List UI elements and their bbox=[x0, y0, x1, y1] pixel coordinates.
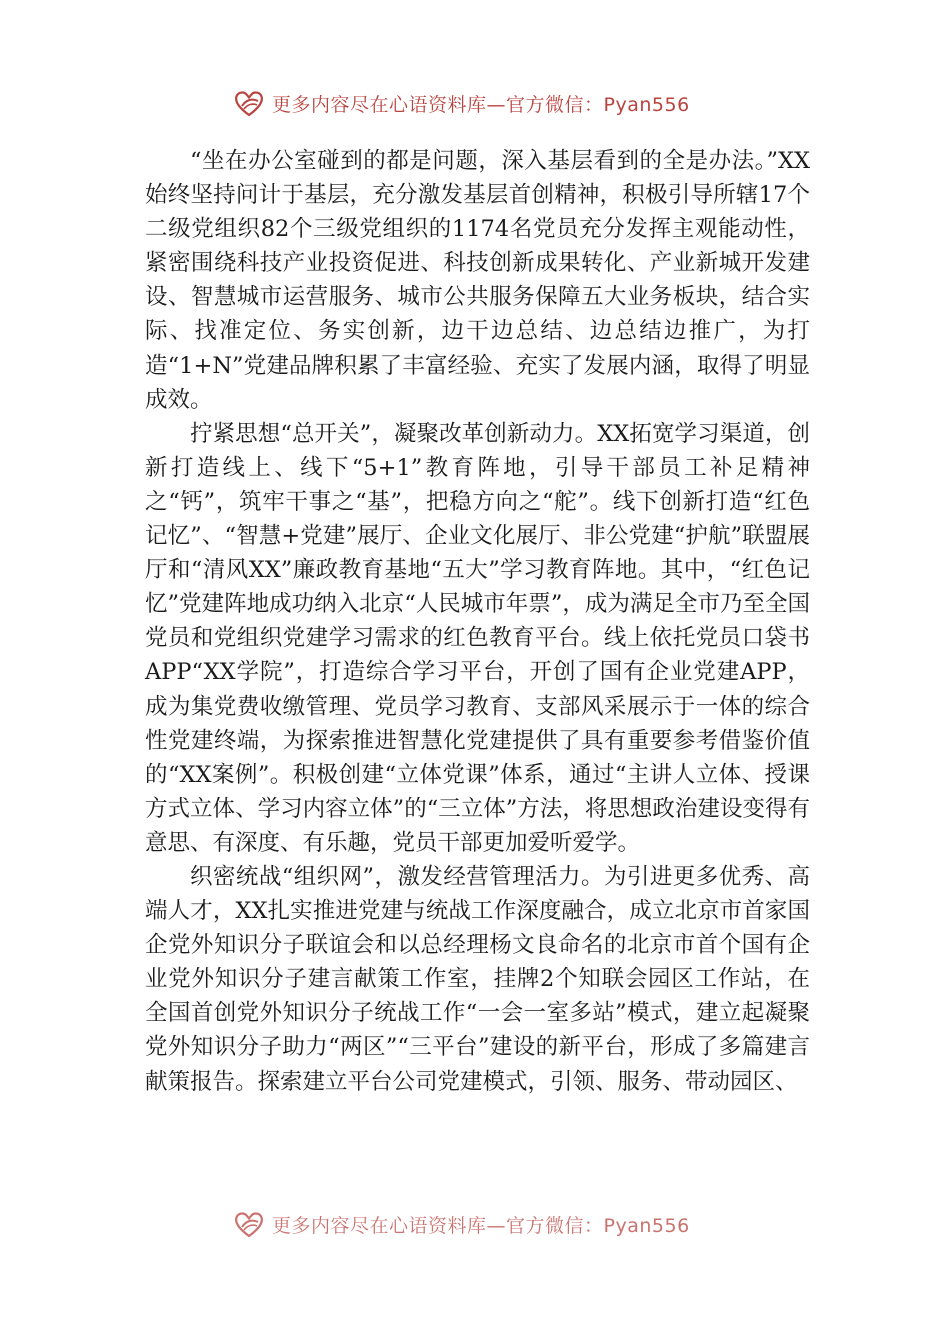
paragraph: 织密统战“组织网”，激发经营管理活力。为引进更多优秀、高端人才，XX扎实推进党建与统战工作深度融合，成立北京市首家国企党外知识分子联谊会和以总经理杨文良命名的北京市首个国有企业党外知识分子建言献策工作室，挂牌2个知联会园区工作站，在全国首创党外知识分子统战工作“一会一室多站”模式，建立起凝聚党外知识分子助力“两区”“三平台”建设的新平台，形成了多篇建言献策报告。探索建立平台公司党建模式，引领、服务、带动园区、 bbox=[145, 863, 810, 1095]
heart-logo-icon bbox=[232, 86, 266, 120]
watermark-text: 更多内容尽在心语资料库—官方微信：Pyan556 bbox=[272, 93, 690, 116]
article-body bbox=[145, 144, 810, 1099]
heart-logo-icon bbox=[232, 1207, 266, 1241]
paragraph: “坐在办公室碰到的都是问题，深入基层看到的全是办法。”XX始终坚持问计于基层，充分激发基层首创精神，积极引导所辖17个二级党组织82个三级党组织的1174名党员充分发挥主观能动性，紧密围绕科技产业投资促进、科技创新成果转化、产业新城开发建设、智慧城市运营服务、城市公共服务保障五大业务板块，结合实际、找准定位、务实创新，边干边总结、边总结边推广，为打造“1+N”党建品牌积累了丰富经验、充实了发展内涵，取得了明显成效。 bbox=[145, 148, 810, 413]
footer-watermark bbox=[232, 1207, 690, 1241]
watermark-text: 更多内容尽在心语资料库—官方微信：Pyan556 bbox=[272, 1214, 690, 1237]
header-watermark bbox=[232, 86, 690, 120]
paragraph: 拧紧思想“总开关”，凝聚改革创新动力。XX拓宽学习渠道，创新打造线上、线下“5+1”教育阵地，引导干部员工补足精神之“钙”，筑牢干事之“基”，把稳方向之“舵”。线下创新打造“红色记忆”、“智慧+党建”展厅、企业文化展厅、非公党建“护航”联盟展厅和“清风XX”廉政教育基地“五大”学习教育阵地。其中，“红色记忆”党建阵地成功纳入北京“人民城市年票”，成为满足全市乃至全国党员和党组织党建学习需求的红色教育平台。线上依托党员口袋书APP“XX学院”，打造综合学习平台，开创了国有企业党建APP，成为集党费收缴管理、党员学习教育、支部风采展示于一体的综合性党建终端，为探索推进智慧化党建提供了具有重要参考借鉴价值的“XX案例”。积极创建“立体党课”体系，通过“主讲人立体、授课方式立体、学习内容立体”的“三立体”方法，将思想政治建设变得有意思、有深度、有乐趣，党员干部更加爱听爱学。 bbox=[145, 420, 810, 856]
